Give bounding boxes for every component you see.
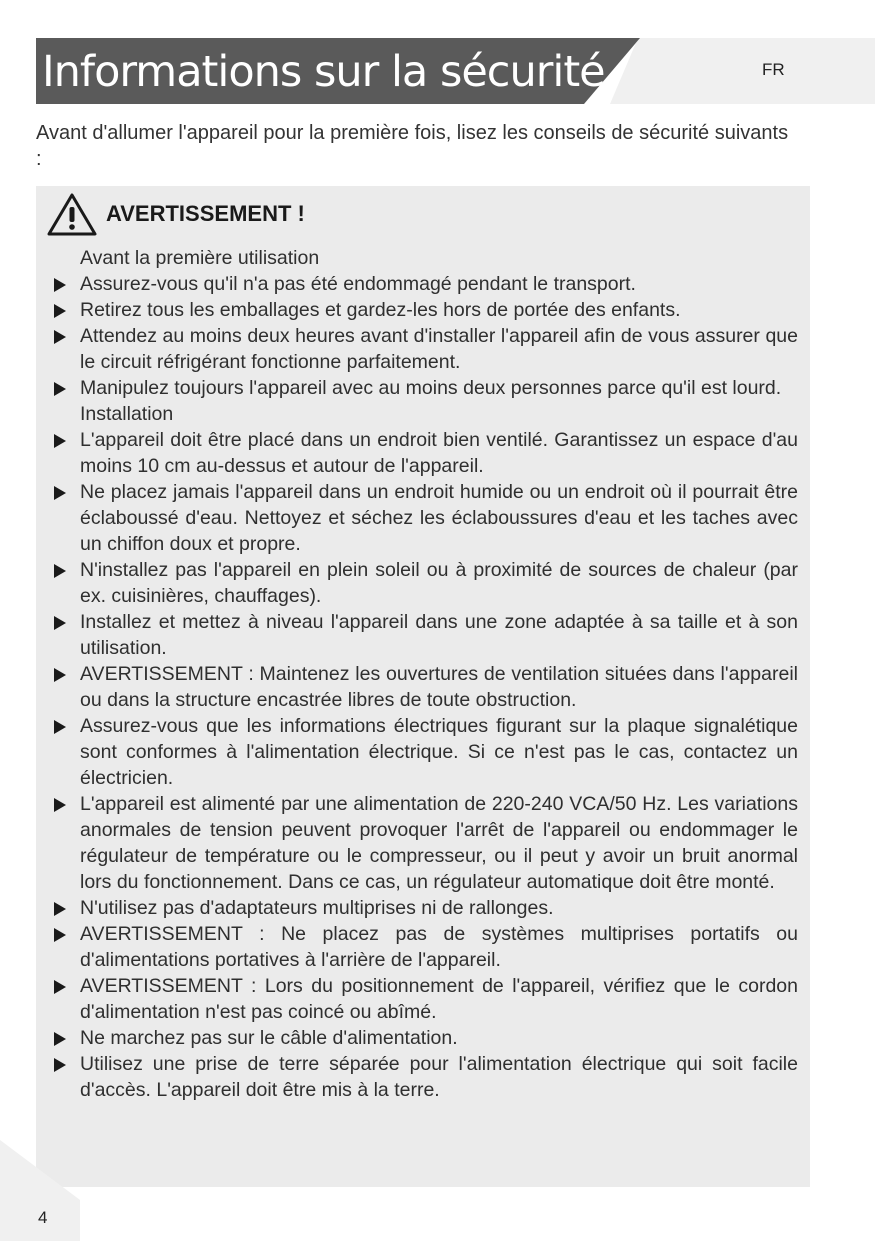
list-item: Ne placez jamais l'appareil dans un endroit humide ou un endroit où il pourrait être éclaboussé d'eau. Nettoyez et séchez les éclaboussures d'eau et les taches avec un chiffon doux et propre. <box>46 479 798 557</box>
list-item: AVERTISSEMENT : Lors du positionnement de l'appareil, vérifiez que le cordon d'alimentation n'est pas coincé ou abîmé. <box>46 973 798 1025</box>
language-tab-background <box>610 38 875 104</box>
list-item: Assurez-vous qu'il n'a pas été endommagé pendant le transport. <box>46 271 798 297</box>
list-item: Manipulez toujours l'appareil avec au moins deux personnes parce qu'il est lourd. <box>46 375 798 401</box>
page-number: 4 <box>38 1208 48 1227</box>
list-item: Ne marchez pas sur le câble d'alimentation. <box>46 1025 798 1051</box>
list-item: Retirez tous les emballages et gardez-les hors de portée des enfants. <box>46 297 798 323</box>
list-item: Installez et mettez à niveau l'appareil dans une zone adaptée à sa taille et à son utilisation. <box>46 609 798 661</box>
section-heading: Avant la première utilisation <box>80 247 320 269</box>
list-item: Utilisez une prise de terre séparée pour l'alimentation électrique qui soit facile d'accès. L'appareil doit être mis à la terre. <box>46 1051 798 1103</box>
safety-list <box>46 245 798 1103</box>
list-item: L'appareil est alimenté par une alimentation de 220-240 VCA/50 Hz. Les variations anormales de tension peuvent provoquer l'arrêt de l'appareil ou endommager le régulateur de température ou le compresseur, ou il peut y avoir un bruit anormal lors du fonctionnement. Dans ce cas, un régulateur automatique doit être monté. <box>46 791 798 895</box>
language-label: FR <box>762 60 785 79</box>
intro-text: Avant d'allumer l'appareil pour la première fois, lisez les conseils de sécurité suivants : <box>36 122 789 170</box>
list-item: Attendez au moins deux heures avant d'installer l'appareil afin de vous assurer que le circuit réfrigérant fonctionne parfaitement. <box>46 323 798 375</box>
list-item: N'installez pas l'appareil en plein soleil ou à proximité de sources de chaleur (par ex. cuisinières, chauffages). <box>46 557 798 609</box>
list-item: L'appareil doit être placé dans un endroit bien ventilé. Garantissez un espace d'au moins 10 cm au-dessus et autour de l'appareil. <box>46 427 798 479</box>
list-item: Assurez-vous que les informations électriques figurant sur la plaque signalétique sont conformes à l'alimentation électrique. Si ce n'est pas le cas, contactez un électricien. <box>46 713 798 791</box>
warning-triangle-icon <box>46 192 98 238</box>
page-title: Informations sur la sécurité <box>42 47 605 97</box>
list-item: N'utilisez pas d'adaptateurs multiprises ni de rallonges. <box>46 895 798 921</box>
section-heading: Installation <box>80 403 174 425</box>
list-item: AVERTISSEMENT : Maintenez les ouvertures de ventilation situées dans l'appareil ou dans la structure encastrée libres de toute obstruction. <box>46 661 798 713</box>
warning-title: AVERTISSEMENT ! <box>106 201 305 226</box>
list-item: AVERTISSEMENT : Ne placez pas de systèmes multiprises portatifs ou d'alimentations portatives à l'arrière de l'appareil. <box>46 921 798 973</box>
